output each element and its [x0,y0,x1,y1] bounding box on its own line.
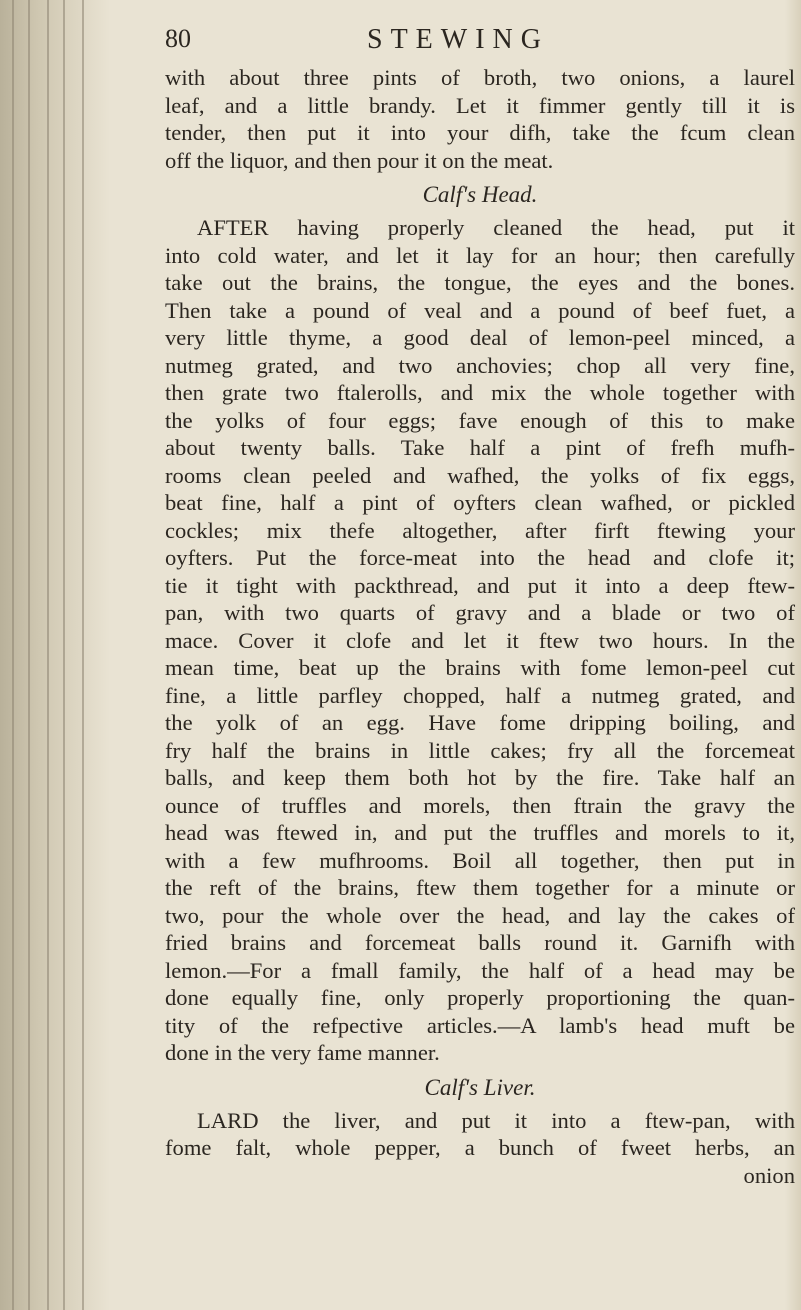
text-line: fry half the brains in little cakes; fry all the forcemeat [165,737,795,763]
text-line: then grate two ftalerolls, and mix the whole together with [165,380,795,405]
text-line: balls, and keep them both hot by the fire. Take half an [165,765,795,790]
text-line: ounce of truffles and morels, then ftrain the gravy the [165,792,795,818]
text-line: done equally fine, only properly proportioning the quan- [165,985,795,1010]
text-line: lemon.—For a fmall family, the half of a head may be [165,957,795,983]
text-line: cockles; mix thefe altogether, after firft ftewing your [165,517,795,543]
text-line: leaf, and a little brandy. Let it fimmer gently till it is [165,92,795,118]
recipe-calfs-head [130,214,800,1067]
text-line: mean time, beat up the brains with fome lemon-peel cut [165,655,795,680]
page-number: 80 [165,24,191,53]
catchword: onion [743,1162,795,1188]
text-line: Then take a pound of veal and a pound of beef fuet, a [165,297,795,323]
text-line: LARD the liver, and put it into a ftew-pan, with [197,1107,795,1133]
text-line: oyfters. Put the force-meat into the head and clofe it; [165,545,795,570]
text-line: rooms clean peeled and wafhed, the yolks of fix eggs, [165,462,795,488]
text-line: tity of the refpective articles.—A lamb's head muft be [165,1012,795,1038]
text-line: beat fine, half a pint of oyfters clean wafhed, or pickled [165,490,795,515]
text-line: tie it tight with packthread, and put it into a deep ftew- [165,572,795,598]
text-line: pan, with two quarts of gravy and a blade or two of [165,600,795,625]
text-line: fine, a little parfley chopped, half a nutmeg grated, and [165,682,795,708]
text-line: AFTER having properly cleaned the head, put it [197,215,795,240]
text-line: head was ftewed in, and put the truffles and morels to it, [165,820,795,845]
recipe-calfs-liver [130,1107,800,1190]
text-line: about twenty balls. Take half a pint of frefh mufh- [165,435,795,460]
text-line: the yolk of an egg. Have fome dripping boiling, and [165,710,795,735]
text-line: done in the very fame manner. [165,1040,440,1065]
book-page [130,20,800,1189]
text-line: the reft of the brains, ftew them together for a minute or [165,875,795,900]
text-line: mace. Cover it clofe and let it ftew two hours. In the [165,627,795,653]
page-header [130,20,800,64]
recipe-heading-calfs-liver: Calf's Liver. [424,1074,536,1100]
recipe-heading-calfs-head: Calf's Head. [422,182,538,207]
text-line: take out the brains, the tongue, the eyes and the bones. [165,270,795,295]
binding-gutter [0,0,110,1310]
text-line: very little thyme, a good deal of lemon-peel minced, a [165,325,795,350]
text-line: into cold water, and let it lay for an hour; then carefully [165,242,795,268]
text-line: the yolks of four eggs; fave enough of this to make [165,407,795,433]
section-intro [130,64,800,174]
text-line: tender, then put it into your difh, take the fcum clean [165,120,795,145]
text-line: nutmeg grated, and two anchovies; chop all very fine, [165,352,795,378]
text-line: off the liquor, and then pour it on the meat. [165,147,554,173]
text-line: with about three pints of broth, two onions, a laurel [165,65,795,90]
text-line: two, pour the whole over the head, and lay the cakes of [165,902,795,928]
running-head: STEWING [367,24,549,55]
text-line: fried brains and forcemeat balls round it. Garnifh with [165,930,795,955]
text-line: fome falt, whole pepper, a bunch of fweet herbs, an [165,1135,795,1160]
text-line: with a few mufhrooms. Boil all together, then put in [165,847,795,873]
